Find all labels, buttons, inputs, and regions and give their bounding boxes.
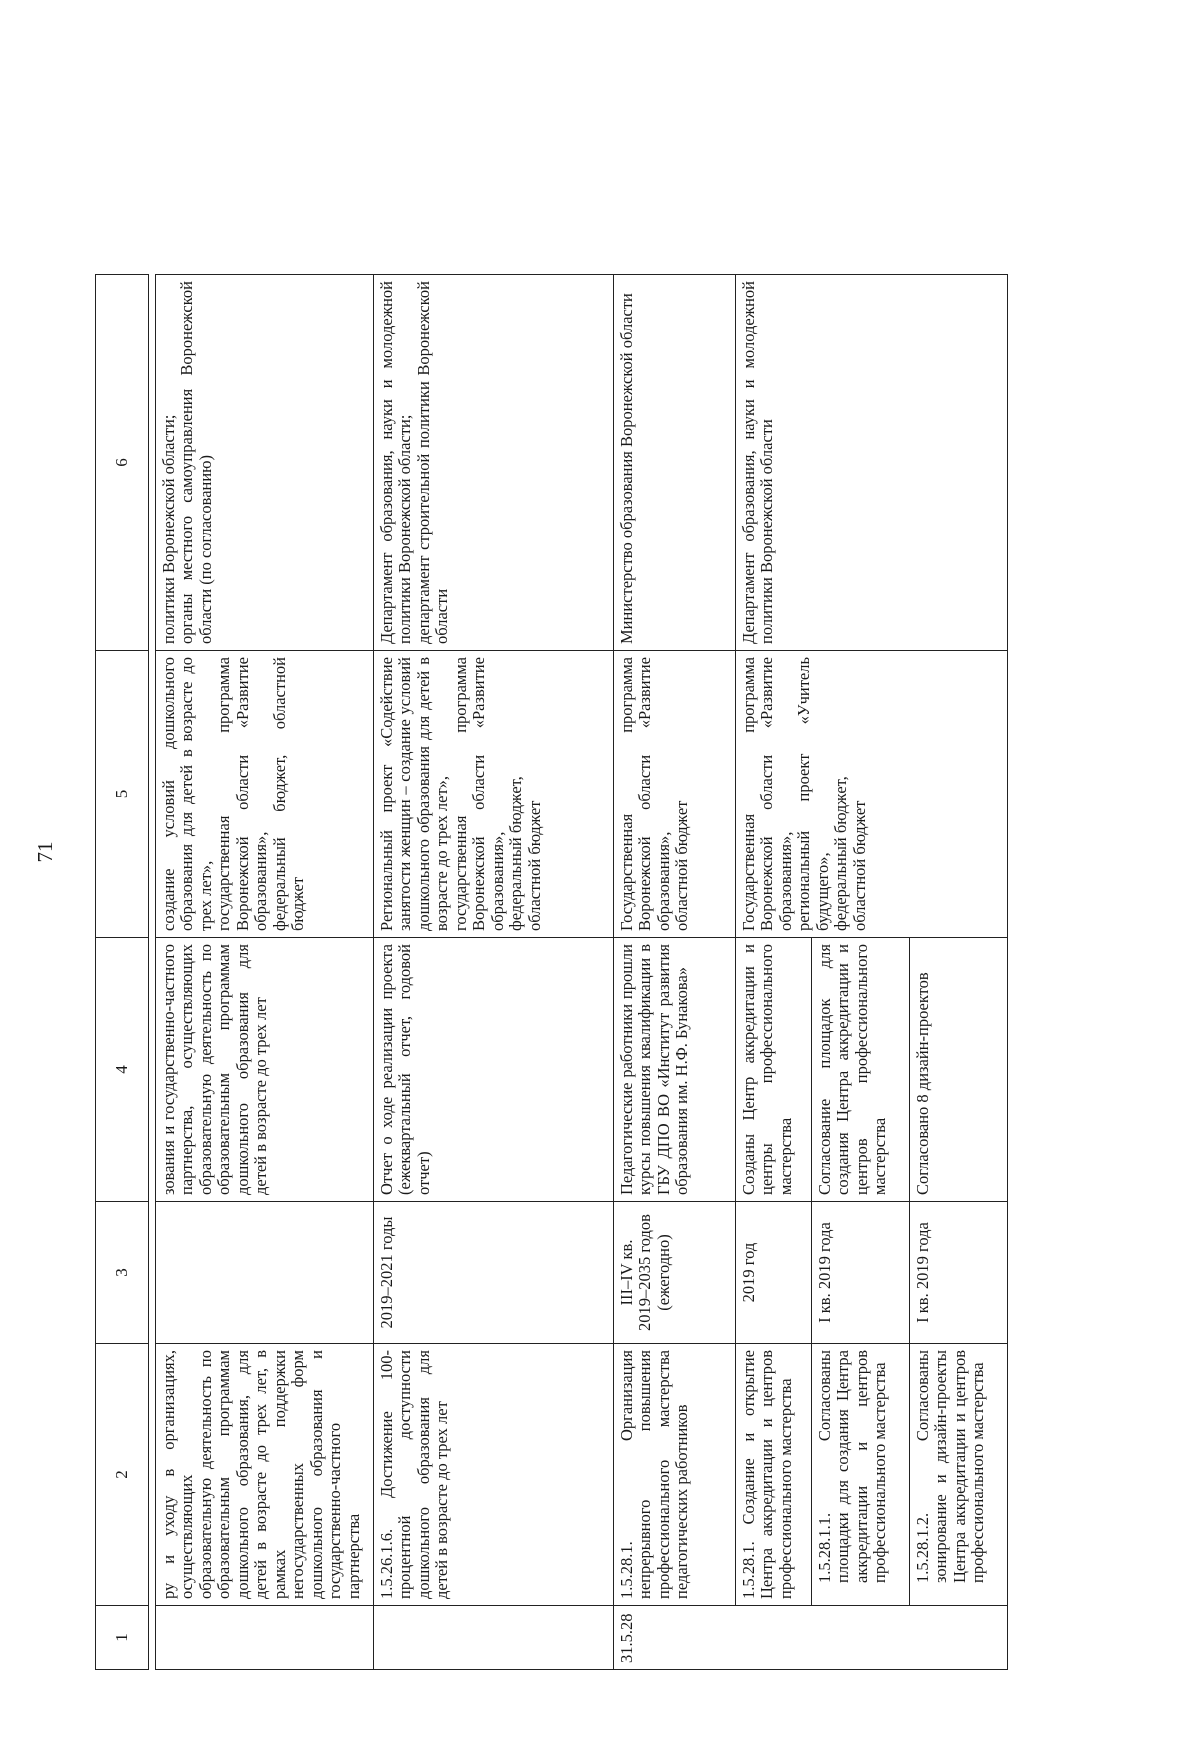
deadline-cell: I кв. 2019 года [812, 1202, 910, 1344]
result-cell: Согласовано 8 дизайн-проектов [910, 938, 1008, 1202]
funding-cell: Региональный проект «Содействие занятости женщин – создание условий дошкольного образования для детей в возрасте до трех лет», государственная программа Воронежской области «Развитие образования», федеральный бюджет, областной бюджет [374, 651, 614, 938]
header-col-2: 2 [96, 1344, 149, 1606]
deadline-cell: I кв. 2019 года [910, 1202, 1008, 1344]
header-col-4: 4 [96, 938, 149, 1202]
header-col-5: 5 [96, 651, 149, 938]
row-number [156, 1606, 374, 1670]
responsible-cell: Департамент образования, науки и молодежной политики Воронежской области; департамент строительной политики Воронежской области [374, 275, 614, 651]
table-row [736, 275, 812, 1670]
deadline-cell: 2019 год [736, 1202, 812, 1344]
activity-cell: 1.5.28.1.2. Согласованы зонирование и дизайн-проекты Центра аккредитации и центров профессионального мастерства [910, 1344, 1008, 1606]
funding-cell: Государственная программа Воронежской области «Развитие образования», областной бюджет [614, 651, 736, 938]
funding-cell: создание условий дошкольного образования для детей в возрасте до трех лет», государственная программа Воронежской области «Развитие образования», федеральный бюджет, областной бюджет [156, 651, 374, 938]
page-number: 71 [33, 841, 57, 863]
table-row [156, 275, 374, 1670]
result-cell: Педагогические работники прошли курсы повышения квалификации в ГБУ ДПО ВО «Институт развития образования им. Н.Ф. Бунакова» [614, 938, 736, 1202]
result-cell: Отчет о ходе реализации проекта (ежеквартальный отчет, годовой отчет) [374, 938, 614, 1202]
header-col-1: 1 [96, 1606, 149, 1670]
table-row [374, 275, 614, 1670]
activity-cell: ру и уходу в организациях, осуществляющих образовательную деятельность по образовательным программам дошкольного образования, для детей в возрасте до трех лет, в рамках поддержки негосударственных форм дошкольного образования и государственно-частного партнерства [156, 1344, 374, 1606]
header-col-6: 6 [96, 275, 149, 651]
activity-cell: 1.5.28.1. Создание и открытие Центра аккредитации и центров профессионального мастерства [736, 1344, 812, 1606]
header-row [96, 275, 149, 1670]
result-cell: зования и государственно-частного партнерства, осуществляющих образовательную деятельность по образовательным программам дошкольного образования для детей в возрасте до трех лет [156, 938, 374, 1202]
activity-cell: 1.5.28.1. Организация непрерывного повышения профессионального мастерства педагогических работников [614, 1344, 736, 1606]
row-number [374, 1606, 614, 1670]
responsible-cell: Министерство образования Воронежской области [614, 275, 736, 651]
responsible-cell: Департамент образования, науки и молодежной политики Воронежской области [736, 275, 1008, 651]
result-cell: Согласование площадок для создания Центра аккредитации и центров профессионального мастерства [812, 938, 910, 1202]
deadline-cell [156, 1202, 374, 1344]
funding-cell: Государственная программа Воронежской области «Развитие образования», региональный проект «Учитель будущего», федеральный бюджет, областной бюджет [736, 651, 1008, 938]
table-row [614, 275, 736, 1670]
activity-cell: 1.5.26.1.6. Достижение 100-процентной доступности дошкольного образования для детей в возрасте до трех лет [374, 1344, 614, 1606]
header-col-3: 3 [96, 1202, 149, 1344]
rotated-page-content [95, 100, 1200, 1755]
activity-cell: 1.5.28.1.1. Согласованы площадки для создания Центра аккредитации и центров профессионального мастерства [812, 1344, 910, 1606]
result-cell: Созданы Центр аккредитации и центры профессионального мастерства [736, 938, 812, 1202]
responsible-cell: политики Воронежской области; органы местного самоуправления Воронежской области (по согласованию) [156, 275, 374, 651]
row-number: 31.5.28 [614, 1606, 1008, 1670]
deadline-cell: III–IV кв. 2019–2035 годов (ежегодно) [614, 1202, 736, 1344]
plan-table [95, 274, 1008, 1670]
deadline-cell: 2019–2021 годы [374, 1202, 614, 1344]
header-gap [149, 275, 156, 1670]
